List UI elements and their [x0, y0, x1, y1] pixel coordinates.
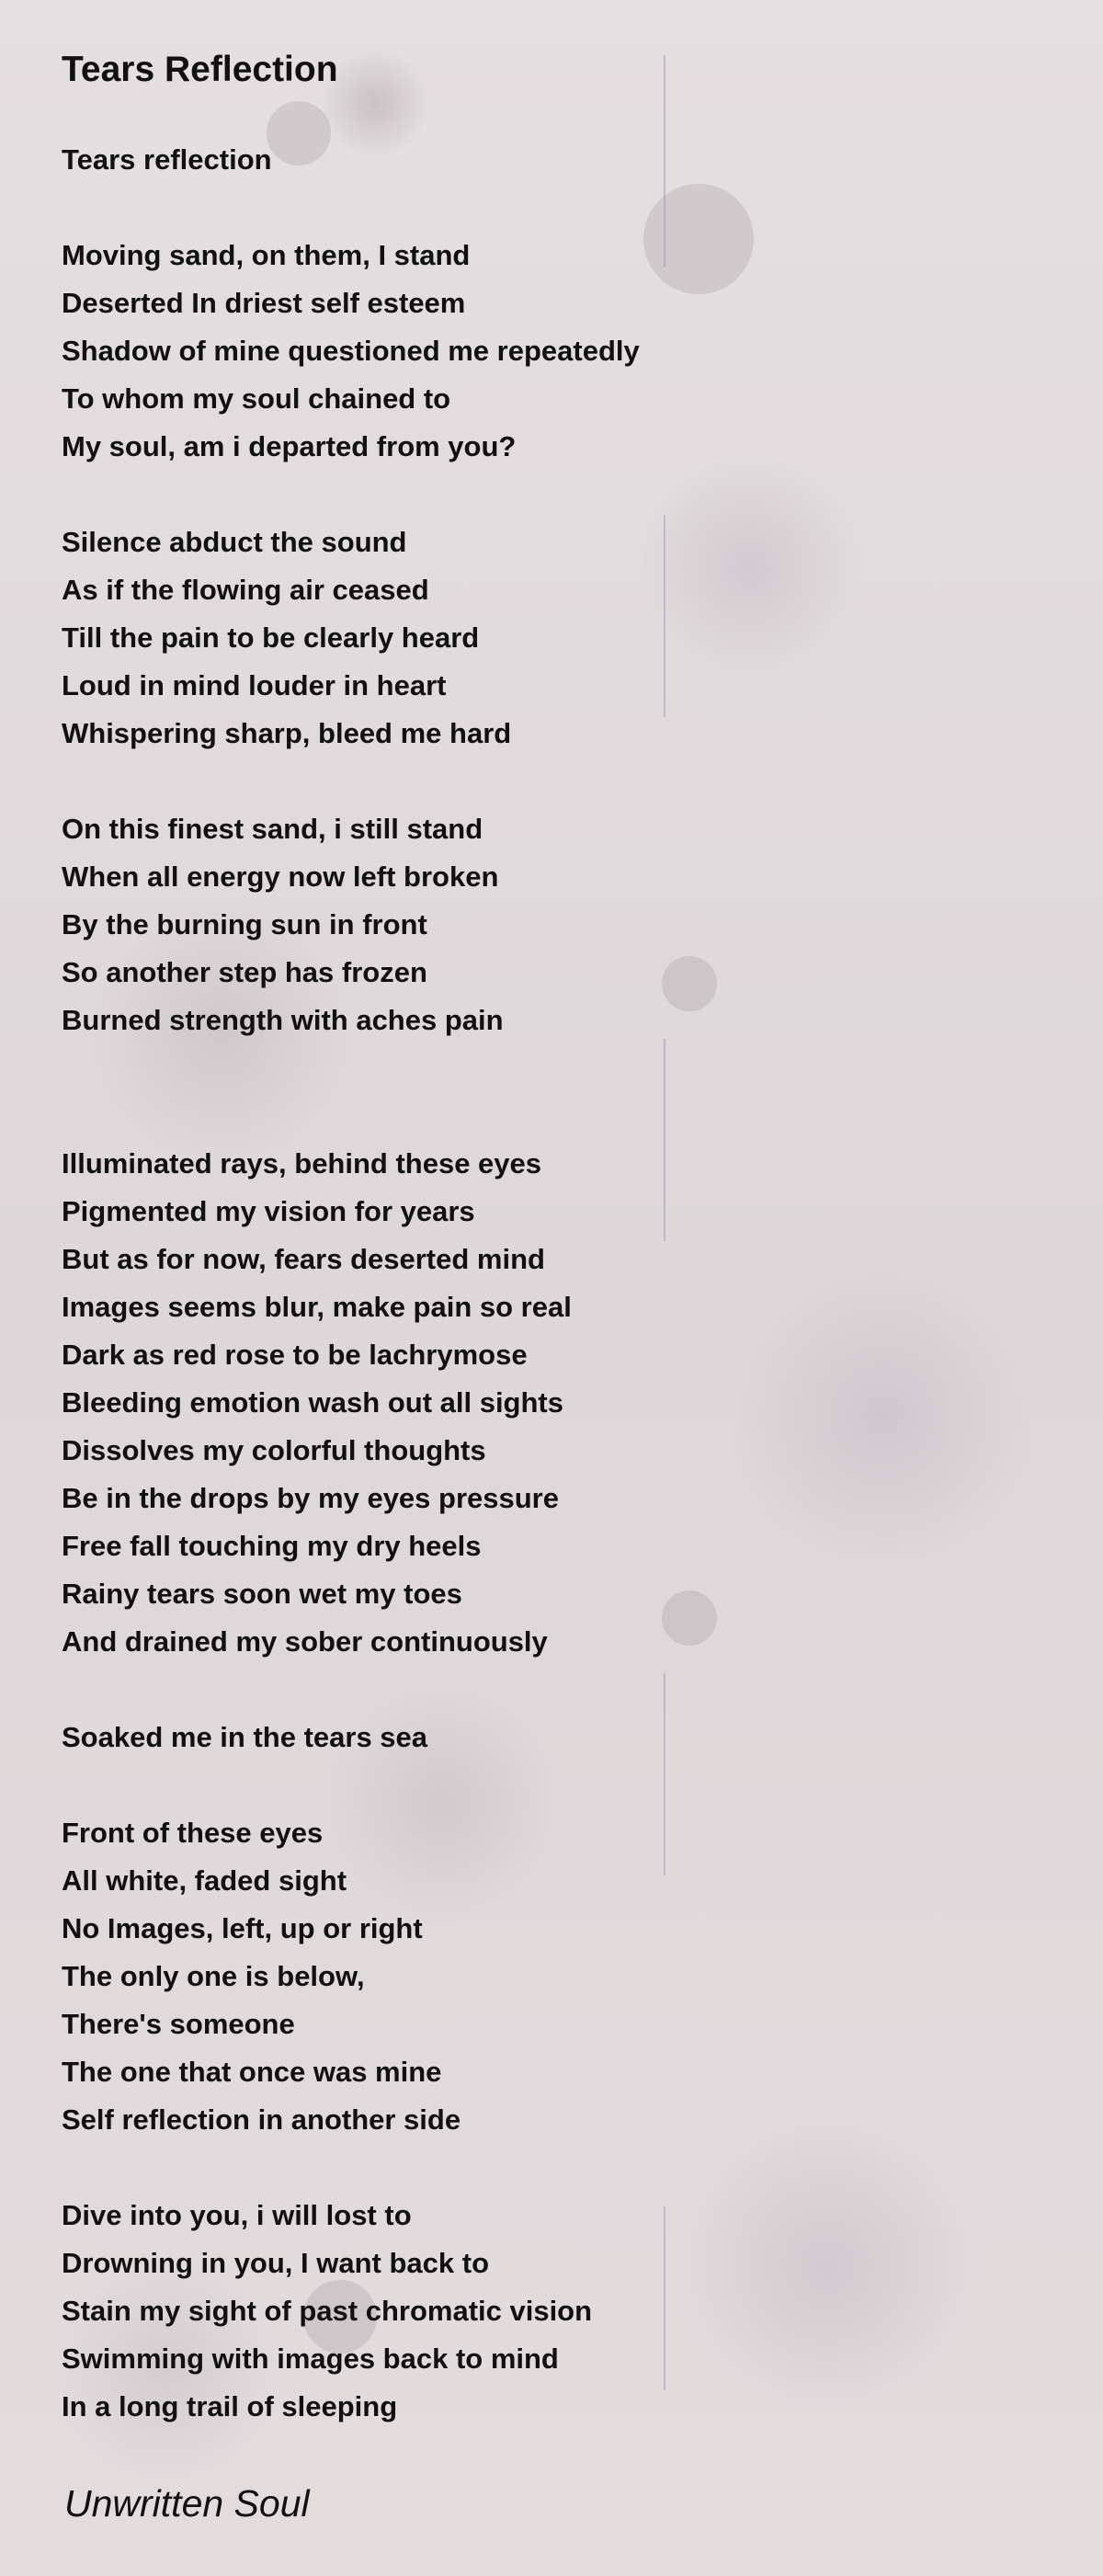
poem-line: Dissolves my colorful thoughts: [62, 1434, 486, 1466]
poem-line: Till the pain to be clearly heard: [62, 621, 480, 654]
background-line: [664, 2206, 665, 2390]
poem-line: In a long trail of sleeping: [62, 2390, 398, 2422]
poem-line: Dive into you, i will lost to: [62, 2199, 412, 2231]
poem-line: Loud in mind louder in heart: [62, 669, 447, 701]
stanza-break: [62, 1092, 640, 1140]
poem-line: And drained my sober continuously: [62, 1625, 548, 1658]
poem-line: The one that once was mine: [62, 2056, 442, 2088]
poem-line: Dark as red rose to be lachrymose: [62, 1339, 528, 1371]
poem-line: No Images, left, up or right: [62, 1912, 423, 1944]
stanza-break: [62, 2144, 640, 2192]
poem-line: Swimming with images back to mind: [62, 2342, 559, 2375]
poem-line: My soul, am i departed from you?: [62, 430, 517, 462]
background-line: [664, 515, 665, 717]
poem-line: When all energy now left broken: [62, 861, 499, 893]
stanza-break: [62, 471, 640, 519]
poem-line: Stain my sight of past chromatic vision: [62, 2295, 593, 2327]
poem-author: Unwritten Soul: [64, 2482, 310, 2525]
poem-line: There's someone: [62, 2008, 295, 2040]
poem-line: Pigmented my vision for years: [62, 1195, 475, 1227]
stanza-break: [62, 758, 640, 805]
poem-line: Soaked me in the tears sea: [62, 1721, 428, 1753]
stanza-break: [62, 1666, 640, 1714]
poem-line: All white, faded sight: [62, 1864, 347, 1897]
poem-line: Deserted In driest self esteem: [62, 287, 466, 319]
poem-line: Moving sand, on them, I stand: [62, 239, 471, 271]
poem-line: Drowning in you, I want back to: [62, 2247, 490, 2279]
poem-line: Whispering sharp, bleed me hard: [62, 717, 512, 749]
poem-line: On this finest sand, i still stand: [62, 813, 483, 845]
poem-line: So another step has frozen: [62, 956, 427, 988]
poem-body: [62, 136, 640, 2431]
poem-line: By the burning sun in front: [62, 908, 427, 940]
poem-line: Burned strength with aches pain: [62, 1004, 504, 1036]
background-stain: [662, 1590, 717, 1646]
background-line: [664, 55, 665, 267]
poem-line: Illuminated rays, behind these eyes: [62, 1147, 542, 1180]
poem-line: As if the flowing air ceased: [62, 574, 429, 606]
stanza-break: [62, 1761, 640, 1809]
background-line: [664, 1673, 665, 1875]
poem-line: Be in the drops by my eyes pressure: [62, 1482, 559, 1514]
poem-line: Shadow of mine questioned me repeatedly: [62, 335, 640, 367]
poem-line: The only one is below,: [62, 1960, 365, 1992]
background-line: [664, 1039, 665, 1241]
poem-line: Silence abduct the sound: [62, 526, 407, 558]
poem-line: Free fall touching my dry heels: [62, 1530, 482, 1562]
stanza-break: [62, 184, 640, 232]
poem-line: Tears reflection: [62, 143, 272, 176]
stanza-break: [62, 1044, 640, 1092]
poem-line: Images seems blur, make pain so real: [62, 1291, 572, 1323]
background-stain: [662, 956, 717, 1011]
poem-line: Self reflection in another side: [62, 2103, 461, 2136]
poem-title: Tears Reflection: [62, 50, 338, 89]
background-stain: [643, 184, 754, 294]
poem-line: To whom my soul chained to: [62, 382, 451, 415]
poem-line: Bleeding emotion wash out all sights: [62, 1386, 563, 1419]
poem-line: Rainy tears soon wet my toes: [62, 1578, 462, 1610]
poem-line: Front of these eyes: [62, 1817, 324, 1849]
poem-line: But as for now, fears deserted mind: [62, 1243, 545, 1275]
